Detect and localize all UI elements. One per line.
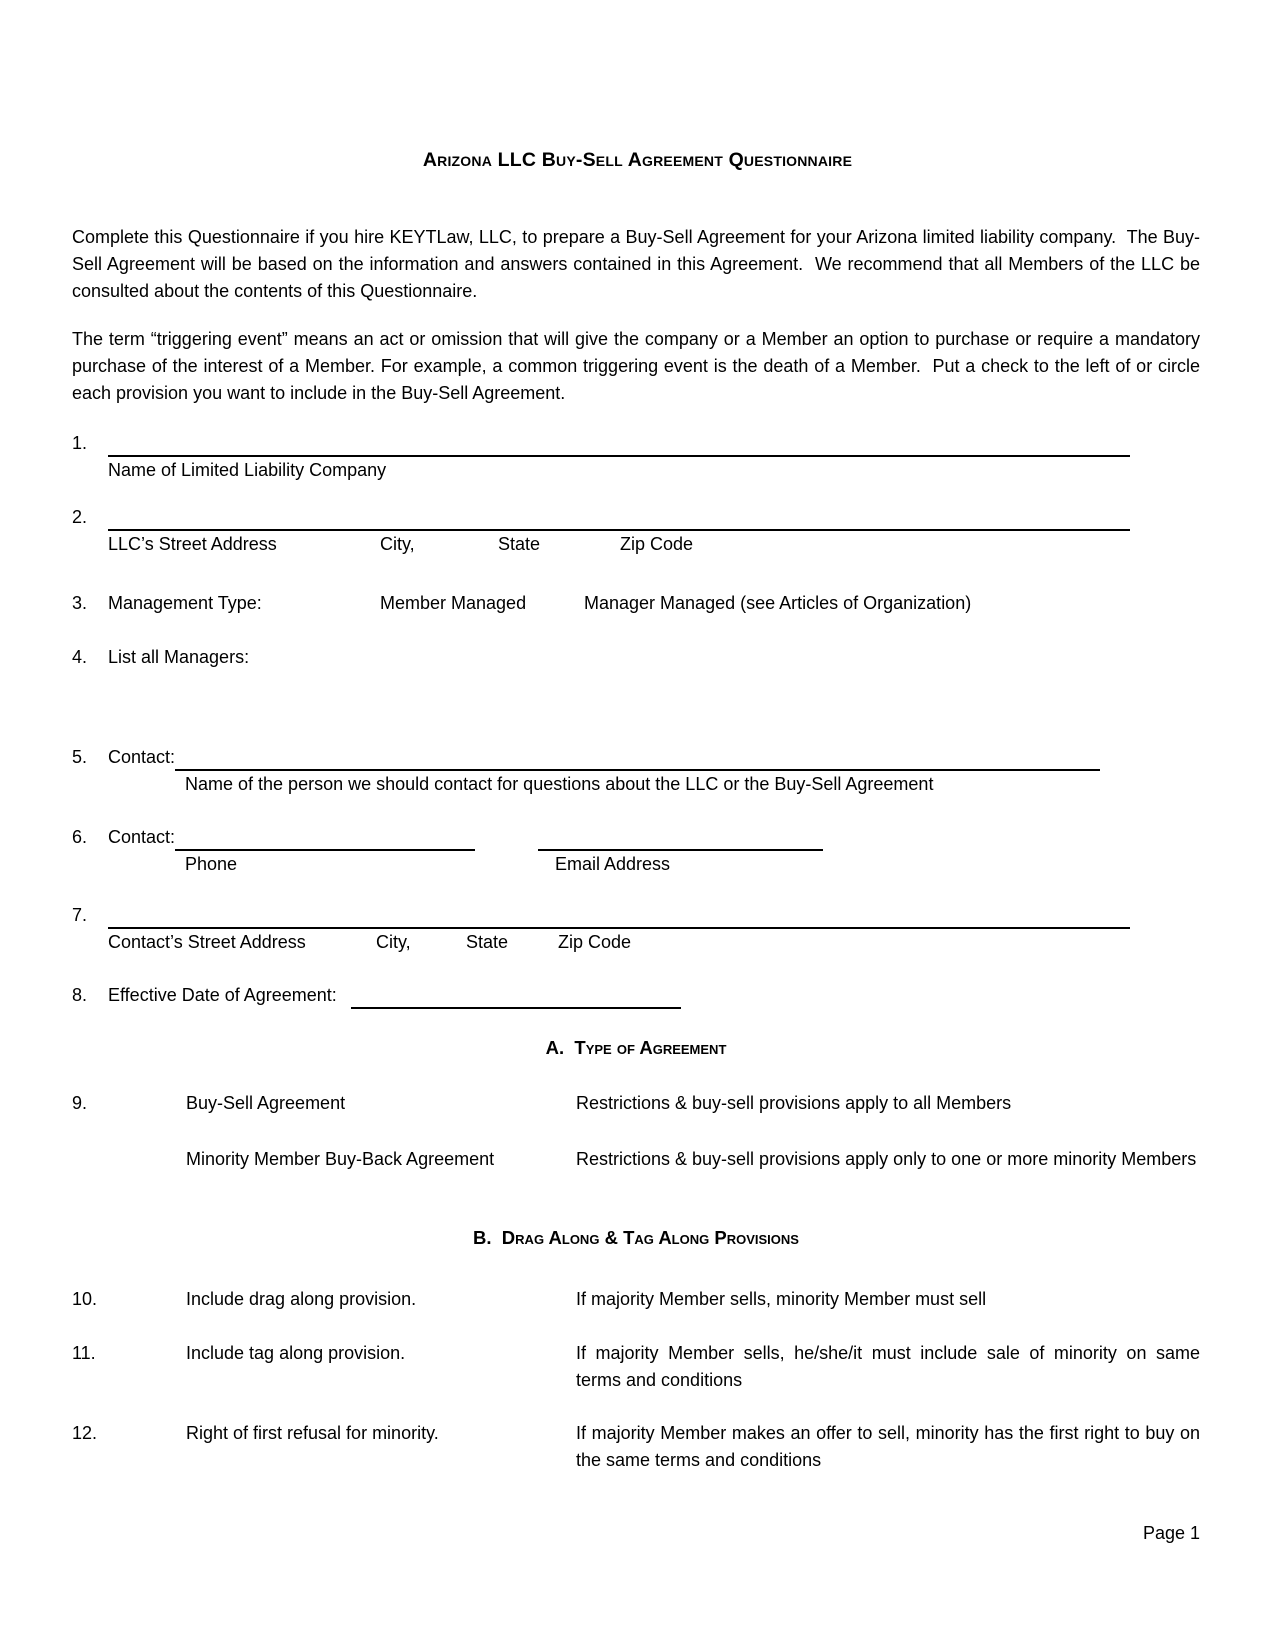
contact-details-label: Contact:	[108, 827, 176, 847]
llc-address-caption-zip: Zip Code	[620, 534, 694, 554]
provision-row-10	[72, 1286, 1200, 1313]
provision-10-description: If majority Member sells, minority Member must sell	[576, 1289, 987, 1309]
provision-row-9b	[72, 1146, 1200, 1173]
contact-phone-field[interactable]	[175, 825, 475, 851]
llc-address-field[interactable]	[108, 505, 1130, 531]
management-type-label: Management Type:	[108, 593, 262, 613]
provision-12-option: Right of first refusal for minority.	[186, 1423, 439, 1443]
llc-address-caption-city: City,	[380, 534, 415, 554]
option-manager-managed: Manager Managed (see Articles of Organization)	[584, 593, 972, 613]
question-7	[72, 902, 1200, 956]
intro-paragraph-2: The term “triggering event” means an act or omission that will give the company or a Member an option to purchase or require a mandatory purchase of the interest of a Member. For example, a common triggering event is the death of a Member. Put a check to the left of or circle each provision you want to include in the Buy-Sell Agreement.	[72, 329, 1200, 403]
effective-date-field[interactable]	[351, 983, 681, 1009]
llc-name-field[interactable]	[108, 431, 1130, 457]
question-5-number: 5.	[72, 747, 88, 767]
provision-9a-option: Buy-Sell Agreement	[186, 1093, 346, 1113]
provision-11-option: Include tag along provision.	[186, 1343, 406, 1363]
provision-10-number: 10.	[72, 1289, 98, 1309]
question-2	[72, 504, 1200, 558]
question-8-number: 8.	[72, 985, 88, 1005]
question-3	[72, 590, 1200, 617]
question-1-number: 1.	[72, 433, 88, 453]
document-title: Arizona LLC Buy-Sell Agreement Questionnaire	[422, 149, 853, 171]
contact-email-caption: Email Address	[555, 854, 671, 874]
contact-name-caption: Name of the person we should contact for questions about the LLC or the Buy-Sell Agreement	[185, 774, 934, 794]
provision-row-11	[72, 1340, 1200, 1394]
question-2-number: 2.	[72, 507, 88, 527]
provision-12-description: If majority Member makes an offer to sell, minority has the first right to buy on the same terms and conditions	[576, 1423, 1200, 1470]
option-member-managed: Member Managed	[380, 593, 527, 613]
provision-9a-description: Restrictions & buy-sell provisions apply to all Members	[576, 1093, 1012, 1113]
provision-9b-option: Minority Member Buy-Back Agreement	[186, 1149, 495, 1169]
question-7-number: 7.	[72, 905, 88, 925]
question-5	[72, 744, 1200, 798]
contact-address-caption-city: City,	[376, 932, 411, 952]
contact-address-field[interactable]	[108, 903, 1130, 929]
contact-phone-caption: Phone	[185, 854, 238, 874]
question-4-number: 4.	[72, 647, 88, 667]
effective-date-label: Effective Date of Agreement:	[108, 985, 337, 1005]
llc-address-caption-street: LLC’s Street Address	[108, 534, 277, 554]
contact-address-caption-street: Contact’s Street Address	[108, 932, 306, 952]
section-b-heading: B. Drag Along & Tag Along Provisions	[473, 1227, 799, 1248]
provision-11-number: 11.	[72, 1343, 96, 1363]
contact-address-caption-zip: Zip Code	[558, 932, 632, 952]
contact-email-field[interactable]	[538, 825, 823, 851]
question-6	[72, 824, 1200, 878]
llc-address-caption-state: State	[498, 534, 541, 554]
contact-name-label: Contact:	[108, 747, 176, 767]
list-managers-label: List all Managers:	[108, 647, 250, 667]
question-4	[72, 644, 1200, 671]
contact-name-field[interactable]	[175, 745, 1100, 771]
question-8	[72, 982, 1200, 1009]
provision-10-option: Include drag along provision.	[186, 1289, 417, 1309]
contact-address-caption-state: State	[466, 932, 509, 952]
question-3-number: 3.	[72, 593, 88, 613]
provision-11-description: If majority Member sells, he/she/it must include sale of minority on same terms and conditions	[576, 1343, 1200, 1390]
question-6-number: 6.	[72, 827, 88, 847]
question-1	[72, 430, 1200, 484]
provision-9-number: 9.	[72, 1093, 88, 1113]
section-a-heading: A. Type of Agreement	[545, 1037, 727, 1058]
provision-row-12	[72, 1420, 1200, 1474]
provision-row-9a	[72, 1090, 1200, 1117]
provision-12-number: 12.	[72, 1423, 98, 1443]
intro-paragraph-1: Complete this Questionnaire if you hire KEYTLaw, LLC, to prepare a Buy-Sell Agreement for your Arizona limited liability company. The Buy-Sell Agreement will be based on the information and answers contained in this Agreement. We recommend that all Members of the LLC be consulted about the contents of this Questionnaire.	[72, 227, 1200, 301]
llc-name-caption: Name of Limited Liability Company	[108, 460, 387, 480]
provision-9b-description: Restrictions & buy-sell provisions apply only to one or more minority Members	[576, 1149, 1197, 1169]
page-number: Page 1	[1142, 1523, 1200, 1543]
